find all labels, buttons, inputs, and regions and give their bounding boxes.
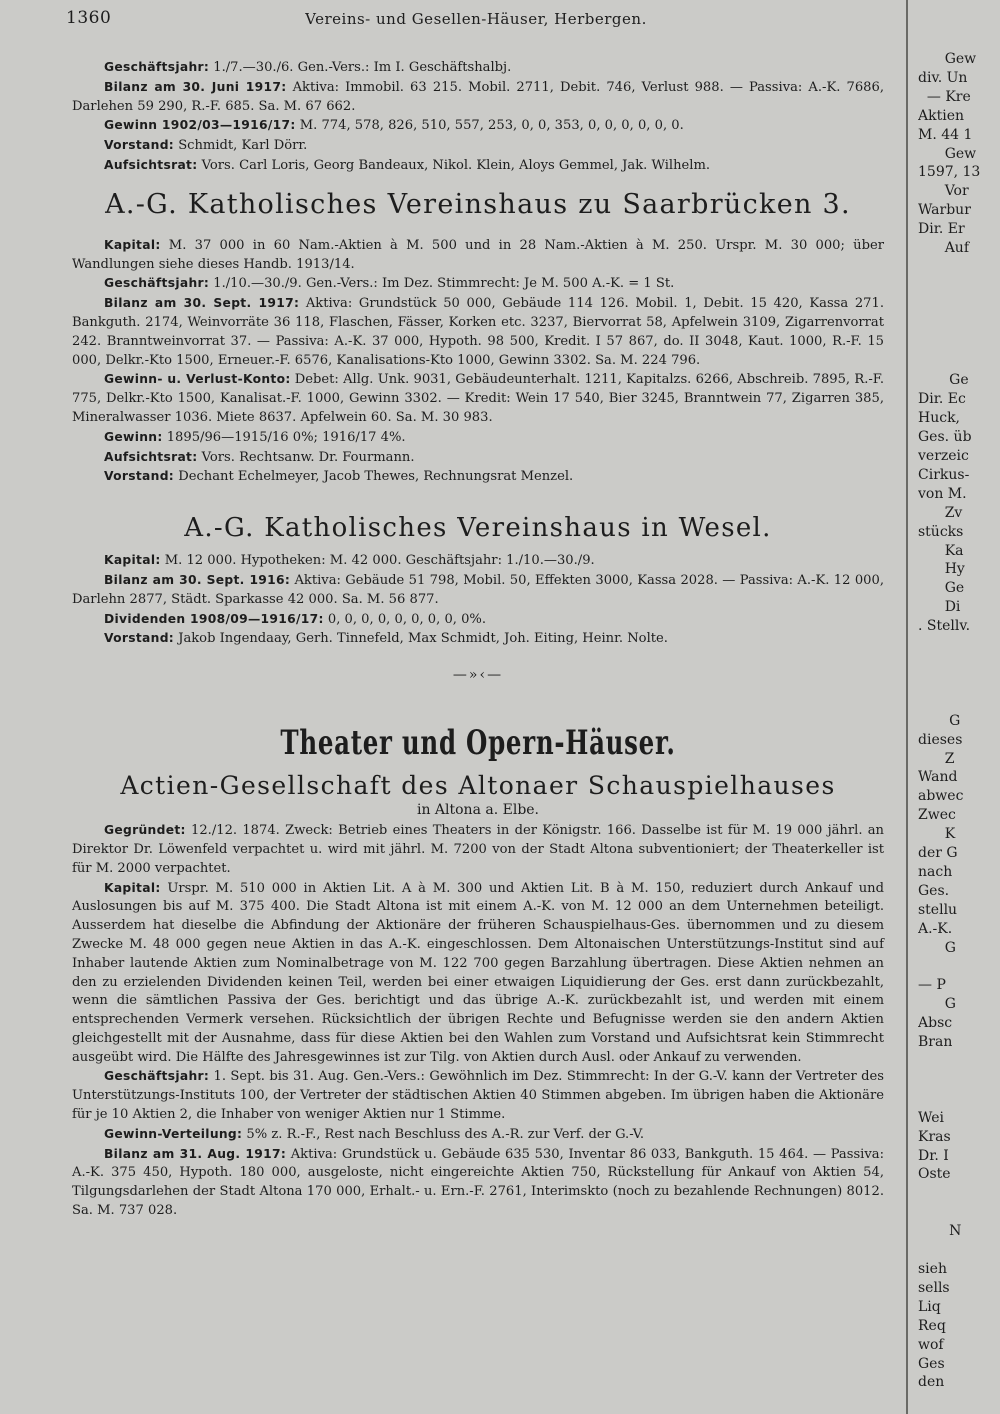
- category-title: Theater und Opern-Häuser.: [280, 723, 676, 764]
- entry-line: Geschäftsjahr: 1./10.—30./9. Gen.-Vers.: Im Dez. Stimmrecht: Je M. 500 A.-K. = 1 St.: [104, 276, 675, 292]
- entry-line: Kapital: M. 12 000. Hypotheken: M. 42 000. Geschäftsjahr: 1./10.—30./9.: [104, 553, 595, 569]
- entry-line: Bilanz am 30. Sept. 1916: Aktiva: Gebäude 51 798, Mobil. 50, Effekten 3000, Kassa 2028. — Passiva: A.-K. 12 000, Darlehn 2877, Städt. Sparkasse 42 000. Sa. M. 56 877.: [72, 572, 884, 607]
- page-number: 1360: [66, 8, 112, 28]
- prev-entry-line: Bilanz am 30. Juni 1917: Aktiva: Immobil. 63 215. Mobil. 2711, Debit. 746, Verlust 988. — Passiva: A.-K. 7686, Darlehen 59 290, R.-F. 685. Sa. M. 67 662.: [72, 79, 884, 114]
- section-subtitle-altona: in Altona a. Elbe.: [416, 802, 540, 819]
- entry-line: Vorstand: Jakob Ingendaay, Gerh. Tinnefeld, Max Schmidt, Joh. Eiting, Heinr. Nolte.: [104, 631, 668, 647]
- column-rule: [906, 0, 908, 1414]
- running-title: Vereins- und Gesellen-Häuser, Herbergen.: [305, 10, 647, 28]
- prev-entry: [72, 58, 884, 176]
- entry-line: Geschäftsjahr: 1. Sept. bis 31. Aug. Gen.-Vers.: Gewöhnlich im Dez. Stimmrecht: In der G.-V. kann der Vertreter des Unterstützungs-Instituts 100, der Vertreter der städtischen Aktien 40 Stimmen abgeben. Im übrigen haben die Aktionäre für je 10 Aktien 2, die Inhaber von weniger Aktien nur 1 Stimme.: [72, 1069, 884, 1123]
- entry-line: Gegründet: 12./12. 1874. Zweck: Betrieb eines Theaters in der Königstr. 166. Dasselbe ist für M. 19 000 jährl. an Direktor Dr. Löwenfeld verpachtet u. wird mit jährl. M. 7200 von der Stadt Altona subventioniert; der Theaterkeller ist für M. 2000 verpachtet.: [72, 823, 884, 876]
- entry-altona: [72, 821, 884, 1221]
- section-ornament: —»‹—: [452, 667, 504, 684]
- prev-entry-line: Vorstand: Schmidt, Karl Dörr.: [104, 138, 308, 154]
- prev-entry-line: Gewinn 1902/03—1916/17: M. 774, 578, 826, 510, 557, 253, 0, 0, 353, 0, 0, 0, 0, 0, 0.: [104, 118, 684, 134]
- main-column: [72, 58, 884, 1221]
- prev-entry-line: Aufsichtsrat: Vors. Carl Loris, Georg Bandeaux, Nikol. Klein, Aloys Gemmel, Jak. Wilhelm.: [104, 157, 711, 173]
- entry-saarbruecken: [72, 236, 884, 487]
- section-title-wesel: A.-G. Katholisches Vereinshaus in Wesel.: [184, 513, 772, 544]
- prev-entry-line: Geschäftsjahr: 1./7.—30./6. Gen.-Vers.: Im I. Geschäftshalbj.: [104, 60, 512, 75]
- entry-line: Dividenden 1908/09—1916/17: 0, 0, 0, 0, 0, 0, 0, 0, 0%.: [104, 611, 487, 627]
- entry-line: Aufsichtsrat: Vors. Rechtsanw. Dr. Fourmann.: [104, 449, 415, 465]
- entry-line: Vorstand: Dechant Echelmeyer, Jacob Thewes, Rechnungsrat Menzel.: [104, 469, 574, 485]
- entry-line: Gewinn- u. Verlust-Konto: Debet: Allg. Unk. 9031, Gebäudeunterhalt. 1211, Kapitalzs. 6266, Abschreib. 7895, R.-F. 775, Delkr.-Kto 1500, Kanalisat.-F. 1000, Gewinn 3302. — Kredit: Wein 17 540, Bier 3245, Branntwein 77, Zigarren 385, Mineralwasser 1036. Miete 8637. Apfelwein 60. Sa. M. 30 983.: [72, 372, 884, 425]
- right-column-fragments: Gew div. Un — Kre Aktien M. 44 1 Gew 1597, 13 Vor Warbur Dir. Er Auf Ge Dir. Ec Huck, Ges. üb verzeic Cirkus- von M. Zv stücks Ka Hy Ge Di . Stellv. G dieses Z Wand abwec Zwec K der G nach Ges. stellu A.-K. G — P G Absc Bran Wei Kras Dr. I Oste N sieh sells Liq Req wof Ges den: [918, 51, 981, 1391]
- section-title-altona: Actien-Gesellschaft des Altonaer Schauspielhauses: [120, 771, 836, 801]
- entry-line: Gewinn-Verteilung: 5% z. R.-F., Rest nach Beschluss des A.-R. zur Verf. der G.-V.: [104, 1126, 645, 1142]
- running-header: [66, 8, 886, 34]
- entry-line: Kapital: Urspr. M. 510 000 in Aktien Lit. A à M. 300 und Aktien Lit. B à M. 150, reduziert durch Ankauf und Auslosungen bis auf M. 375 400. Die Stadt Altona ist mit einem A.-K. von M. 12 000 an dem Unternehmen beteiligt. Ausserdem hat dieselbe die Abfindung der Aktionäre der früheren Schauspielhaus-Ges. übernommen und zu diesem Zwecke M. 48 000 gegen neue Aktien in das A.-K. eingeschlossen. Dem Altonaischen Unterstützungs-Institut sind auf Inhaber lautende Aktien zum Nominalbetrage von M. 122 700 gegen Barzahlung übertragen. Diese Aktien nehmen an den zu erzielenden Dividenden keinen Teil, werden bei einer etwaigen Liquidierung der Ges. erst dann zurückbezahlt, wenn die sämtlichen Passiva der Ges. berichtigt und das übrige A.-K. zurückbezahlt ist, und werden mit einem entsprechenden Vermerk versehen. Rücksichtlich der übrigen Rechte und Befugnisse werden sie den andern Aktien gleichgestellt mit der Ausnahme, dass für diese Aktien bei den Wahlen zum Vorstand und Aufsichtsrat kein Stimmrecht ausgeübt wird. Die Hälfte des Jahresgewinnes ist zur Tilg. von Aktien durch Ausl. oder Ankauf zu verwenden.: [72, 880, 884, 1065]
- entry-line: Bilanz am 31. Aug. 1917: Aktiva: Grundstück u. Gebäude 635 530, Inventar 86 033, Bankguth. 15 464. — Passiva: A.-K. 375 450, Hypoth. 180 000, ausgeloste, nicht eingereichte Aktien 750, Rückstellung für Ankauf von Aktien 54, Tilgungsdarlehen der Stadt Altona 170 000, Erhalt.- u. Ern.-F. 2761, Interimskto (noch zu bezahlende Rechnungen) 8012. Sa. M. 737 028.: [72, 1146, 884, 1219]
- entry-line: Bilanz am 30. Sept. 1917: Aktiva: Grundstück 50 000, Gebäude 114 126. Mobil. 1, Debit. 15 420, Kassa 271. Bankguth. 2174, Weinvorräte 36 118, Flaschen, Fässer, Korken etc. 3237, Biervorrat 58, Apfelwein 3109, Zigarrenvorrat 242. Branntweinvorrat 37. — Passiva: A.-K. 37 000, Hypoth. 98 500, Kredit. I 57 867, do. II 3048, Kaut. 1000, R.-F. 15 000, Delkr.-Kto 1500, Erneuer.-F. 6576, Kanalisations-Kto 1000, Gewinn 3302. Sa. M. 224 796.: [72, 296, 884, 368]
- entry-line: Kapital: M. 37 000 in 60 Nam.-Aktien à M. 500 und in 28 Nam.-Aktien à M. 250. Urspr. M. 30 000; über Wandlungen siehe dieses Handb. 1913/14.: [72, 237, 884, 272]
- entry-line: Gewinn: 1895/96—1915/16 0%; 1916/17 4%.: [104, 429, 406, 445]
- section-title-saarbruecken: A.-G. Katholisches Vereinshaus zu Saarbrücken 3.: [105, 188, 851, 220]
- entry-wesel: [72, 551, 884, 649]
